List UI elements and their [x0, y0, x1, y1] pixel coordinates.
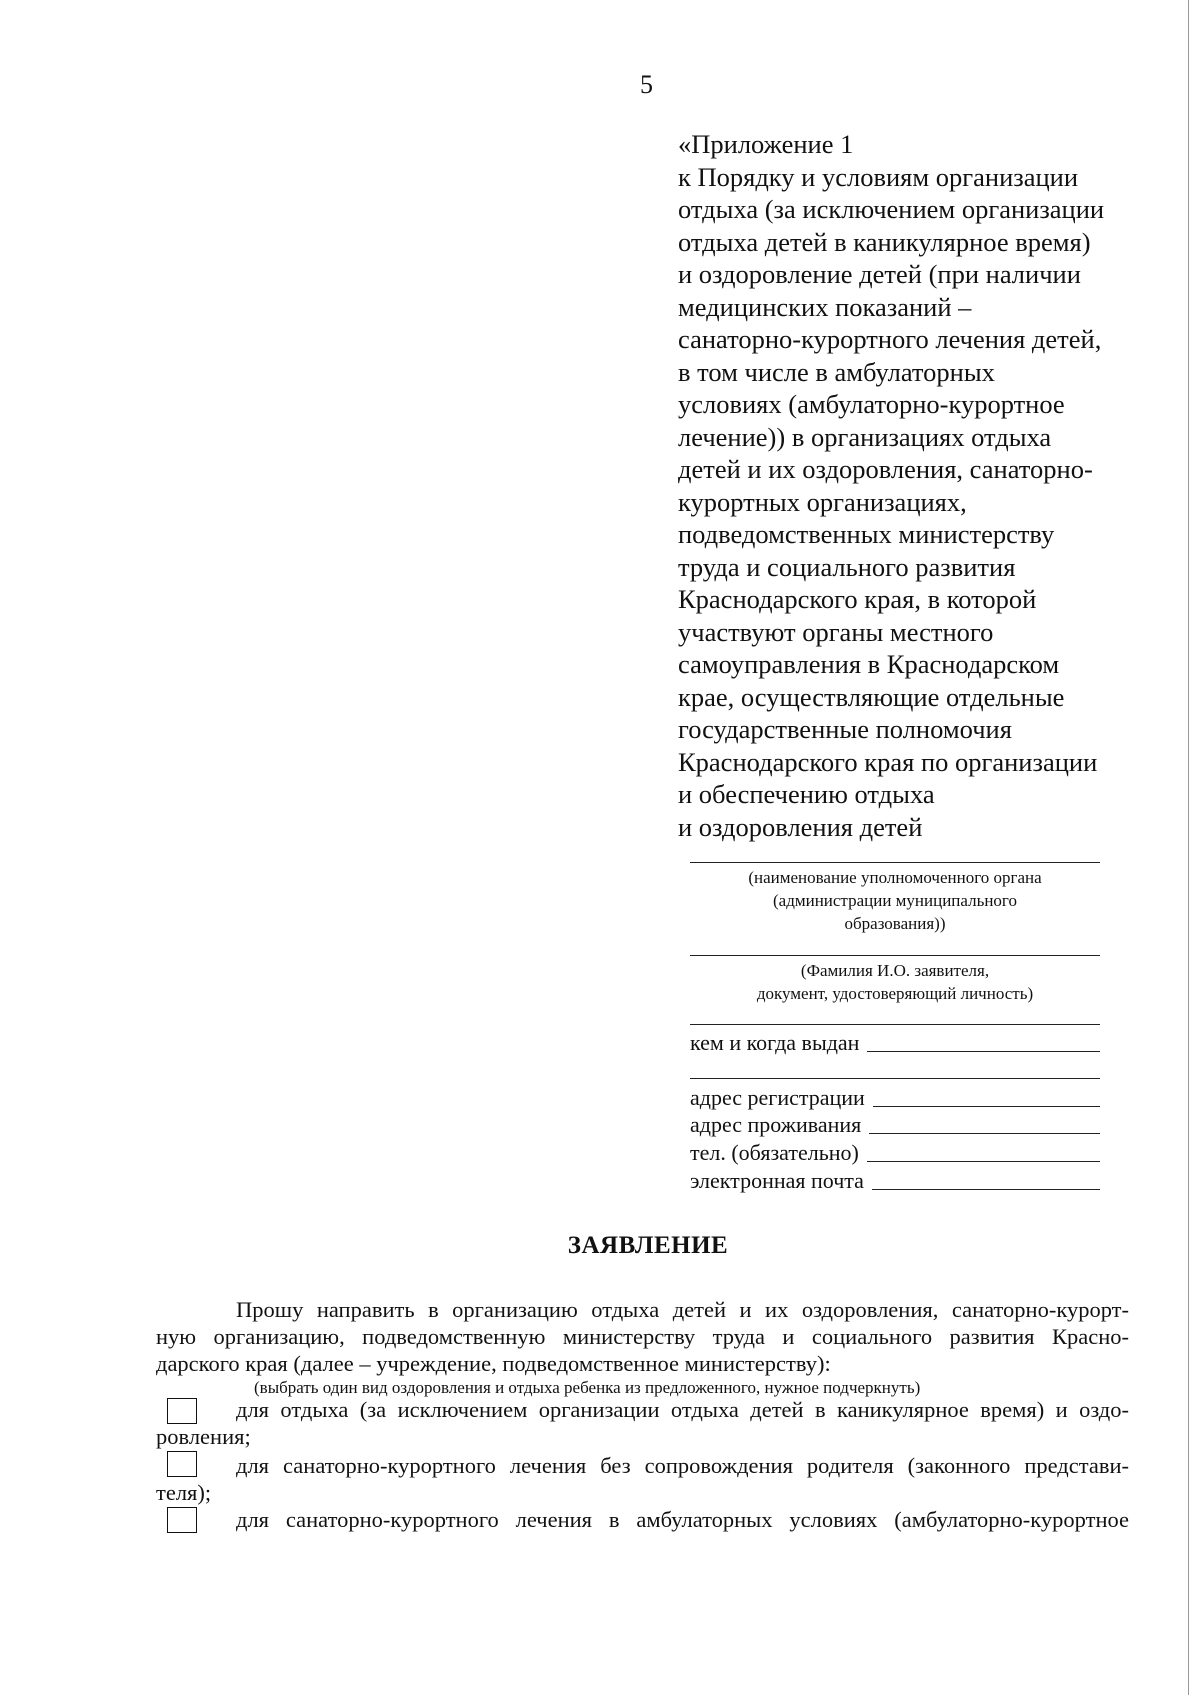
appendix-line: санаторно-курортного лечения детей, — [678, 324, 1102, 354]
phone-line[interactable] — [867, 1161, 1100, 1162]
residence-address-line[interactable] — [869, 1133, 1100, 1134]
issued-by-label: кем и когда выдан — [690, 1030, 860, 1055]
appendix-line: в том числе в амбулаторных — [678, 356, 995, 387]
option-checkbox-sanatorium[interactable] — [167, 1451, 197, 1477]
appendix-line: Краснодарского края по организации — [678, 746, 1098, 777]
appendix-line: и оздоровления детей — [678, 811, 923, 842]
application-title: ЗАЯВЛЕНИЕ — [567, 1232, 729, 1259]
body-line: ную организацию, подведомственную министерству труда и социального развития Красно- — [156, 1324, 1129, 1349]
option-checkbox-outpatient[interactable] — [167, 1507, 197, 1533]
registration-address-field[interactable] — [690, 1085, 1100, 1111]
appendix-line: лечение)) в организациях отдыха — [678, 421, 1052, 452]
selection-note: (выбрать один вид оздоровления и отдыха ребенка из предложенного, нужное подчеркнуть) — [254, 1378, 921, 1397]
recipient-input-line[interactable] — [690, 862, 1100, 863]
appendix-block — [678, 128, 1148, 843]
appendix-line: самоуправления в Краснодарском — [678, 649, 1060, 679]
issued-by-extra-line[interactable] — [690, 1078, 1100, 1079]
appendix-line: и оздоровление детей (при наличии — [678, 259, 1081, 289]
caption-line: документ, удостоверяющий личность) — [756, 984, 1034, 1003]
appendix-line: участвуют органы местного — [678, 616, 994, 647]
option-text: для санаторно-курортного лечения в амбулаторных условиях (амбулаторно-курортное — [236, 1507, 1129, 1532]
appendix-line: Краснодарского края, в которой — [678, 584, 1037, 614]
appendix-line: государственные полномочия — [678, 714, 1012, 744]
appendix-line: крае, осуществляющие отдельные — [678, 681, 1065, 712]
issued-by-field[interactable] — [690, 1030, 1100, 1056]
body-line: Прошу направить в организацию отдыха детей и их оздоровления, санаторно-курорт- — [236, 1297, 1129, 1322]
email-line[interactable] — [872, 1189, 1100, 1190]
appendix-line: отдыха детей в каникулярное время) — [678, 226, 1091, 257]
caption-line: образования)) — [844, 914, 946, 933]
recipient-caption — [690, 866, 1100, 935]
page-number: 5 — [640, 70, 653, 99]
phone-label: тел. (обязательно) — [690, 1140, 859, 1165]
appendix-line: детей и их оздоровления, санаторно- — [678, 454, 1093, 484]
email-label: электронная почта — [690, 1168, 864, 1193]
option-text: для санаторно-курортного лечения без сопровождения родителя (законного представи- — [236, 1453, 1129, 1478]
registration-address-line[interactable] — [873, 1106, 1100, 1107]
appendix-line: «Приложение 1 — [678, 129, 854, 159]
option-text: теля); — [156, 1480, 212, 1505]
residence-address-label: адрес проживания — [690, 1112, 862, 1137]
registration-address-label: адрес регистрации — [690, 1085, 865, 1110]
applicant-input-line[interactable] — [690, 955, 1100, 956]
scan-edge-line — [1188, 0, 1189, 1695]
appendix-line: к Порядку и условиям организации — [678, 161, 1079, 192]
caption-line: (Фамилия И.О. заявителя, — [800, 961, 990, 980]
appendix-line: отдыха (за исключением организации — [678, 194, 1105, 224]
appendix-line: медицинских показаний – — [678, 291, 972, 322]
phone-field[interactable] — [690, 1140, 1100, 1166]
option-text: ровления; — [156, 1424, 251, 1449]
option-text: для отдыха (за исключением организации отдыха детей в каникулярное время) и оздо- — [236, 1397, 1129, 1422]
appendix-line: и обеспечению отдыха — [678, 779, 935, 809]
residence-address-field[interactable] — [690, 1112, 1100, 1138]
appendix-line: условиях (амбулаторно-курортное — [678, 389, 1065, 419]
caption-line: (администрации муниципального — [772, 891, 1017, 910]
document-input-line[interactable] — [690, 1024, 1100, 1025]
appendix-line: курортных организациях, — [678, 486, 967, 517]
caption-line: (наименование уполномоченного органа — [748, 868, 1042, 887]
email-field[interactable] — [690, 1168, 1100, 1194]
option-checkbox-rest[interactable] — [167, 1398, 197, 1424]
applicant-caption — [690, 959, 1100, 1005]
appendix-line: труда и социального развития — [678, 551, 1016, 582]
appendix-line: подведомственных министерству — [678, 519, 1055, 549]
body-line: дарского края (далее – учреждение, подведомственное министерству): — [156, 1351, 831, 1376]
issued-by-line[interactable] — [867, 1051, 1100, 1052]
